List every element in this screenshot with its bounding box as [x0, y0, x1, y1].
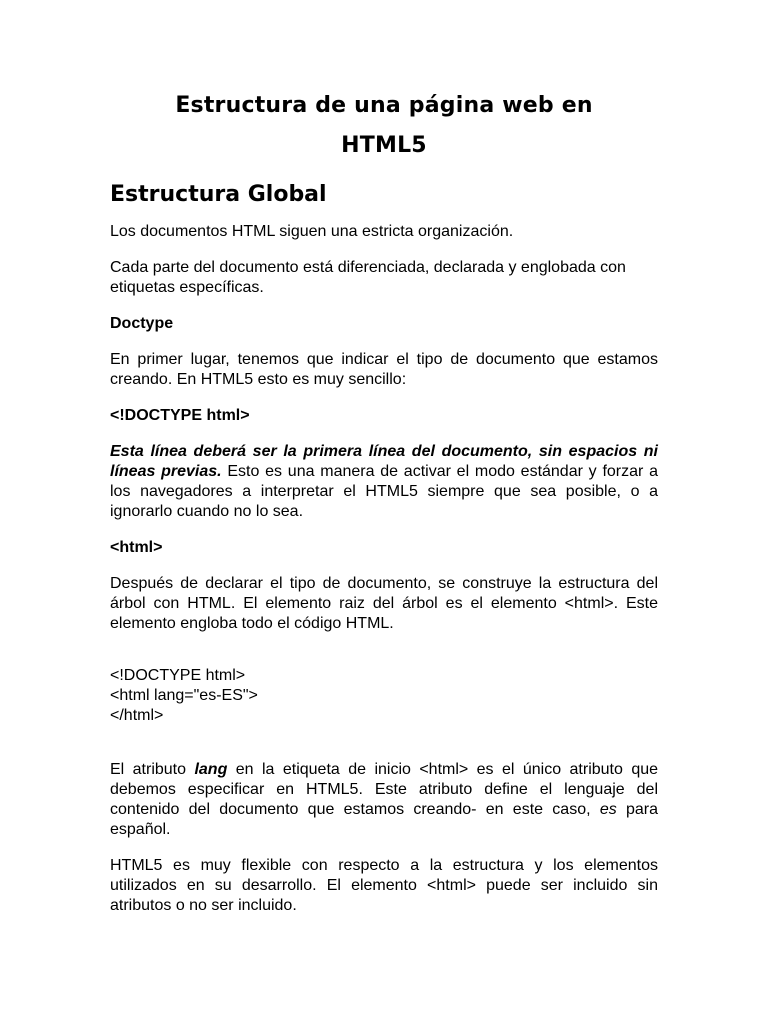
- code-line: </html>: [110, 707, 164, 724]
- document-title: [110, 86, 658, 166]
- document-title-line-2: HTML5: [341, 133, 427, 158]
- lang-text-b: en la etiqueta de inicio <html> es el único atributo que debemos especificar en HTML5. Este atributo define el lenguaje del contenido del documento que estamos creando- en este caso,: [110, 761, 659, 818]
- label-html-tag: <html>: [110, 539, 163, 556]
- es-emphasis: es: [599, 801, 617, 818]
- lang-text-c: para español.: [110, 801, 658, 838]
- document-title-line-1: Estructura de una página web en: [175, 93, 593, 118]
- lang-text-a: El atributo: [110, 761, 195, 778]
- paragraph-structure: Cada parte del documento está diferenciada, declarada y englobada con etiquetas específicas.: [110, 259, 626, 296]
- section-heading: Estructura Global: [110, 182, 327, 207]
- lang-emphasis: lang: [194, 761, 228, 778]
- paragraph-doctype-explanation: [110, 442, 658, 522]
- label-doctype: Doctype: [110, 315, 174, 332]
- code-example: [110, 666, 658, 726]
- code-line: <!DOCTYPE html>: [110, 667, 246, 684]
- document-page: [110, 86, 658, 932]
- paragraph-lang-attribute: [110, 760, 658, 840]
- doctype-emphasis: Esta línea deberá ser la primera línea del documento, sin espacios ni líneas previas.: [110, 443, 658, 480]
- code-line: <html lang="es-ES">: [110, 687, 258, 704]
- paragraph-intro: Los documentos HTML siguen una estricta organización.: [110, 223, 514, 240]
- paragraph-doctype-intro: En primer lugar, tenemos que indicar el tipo de documento que estamos creando. En HTML5 esto es muy sencillo:: [110, 351, 658, 388]
- doctype-explanation-rest: Esto es una manera de activar el modo estándar y forzar a los navegadores a interpretar el HTML5 siempre que sea posible, o a ignorarlo cuando no lo sea.: [110, 463, 658, 520]
- label-doctype-tag: <!DOCTYPE html>: [110, 407, 250, 424]
- paragraph-flexibility: HTML5 es muy flexible con respecto a la estructura y los elementos utilizados en su desarrollo. El elemento <html> puede ser incluido sin atributos o no ser incluido.: [110, 857, 658, 914]
- paragraph-html-element: Después de declarar el tipo de documento, se construye la estructura del árbol con HTML. El elemento raiz del árbol es el elemento <html>. Este elemento engloba todo el código HTML.: [110, 575, 658, 632]
